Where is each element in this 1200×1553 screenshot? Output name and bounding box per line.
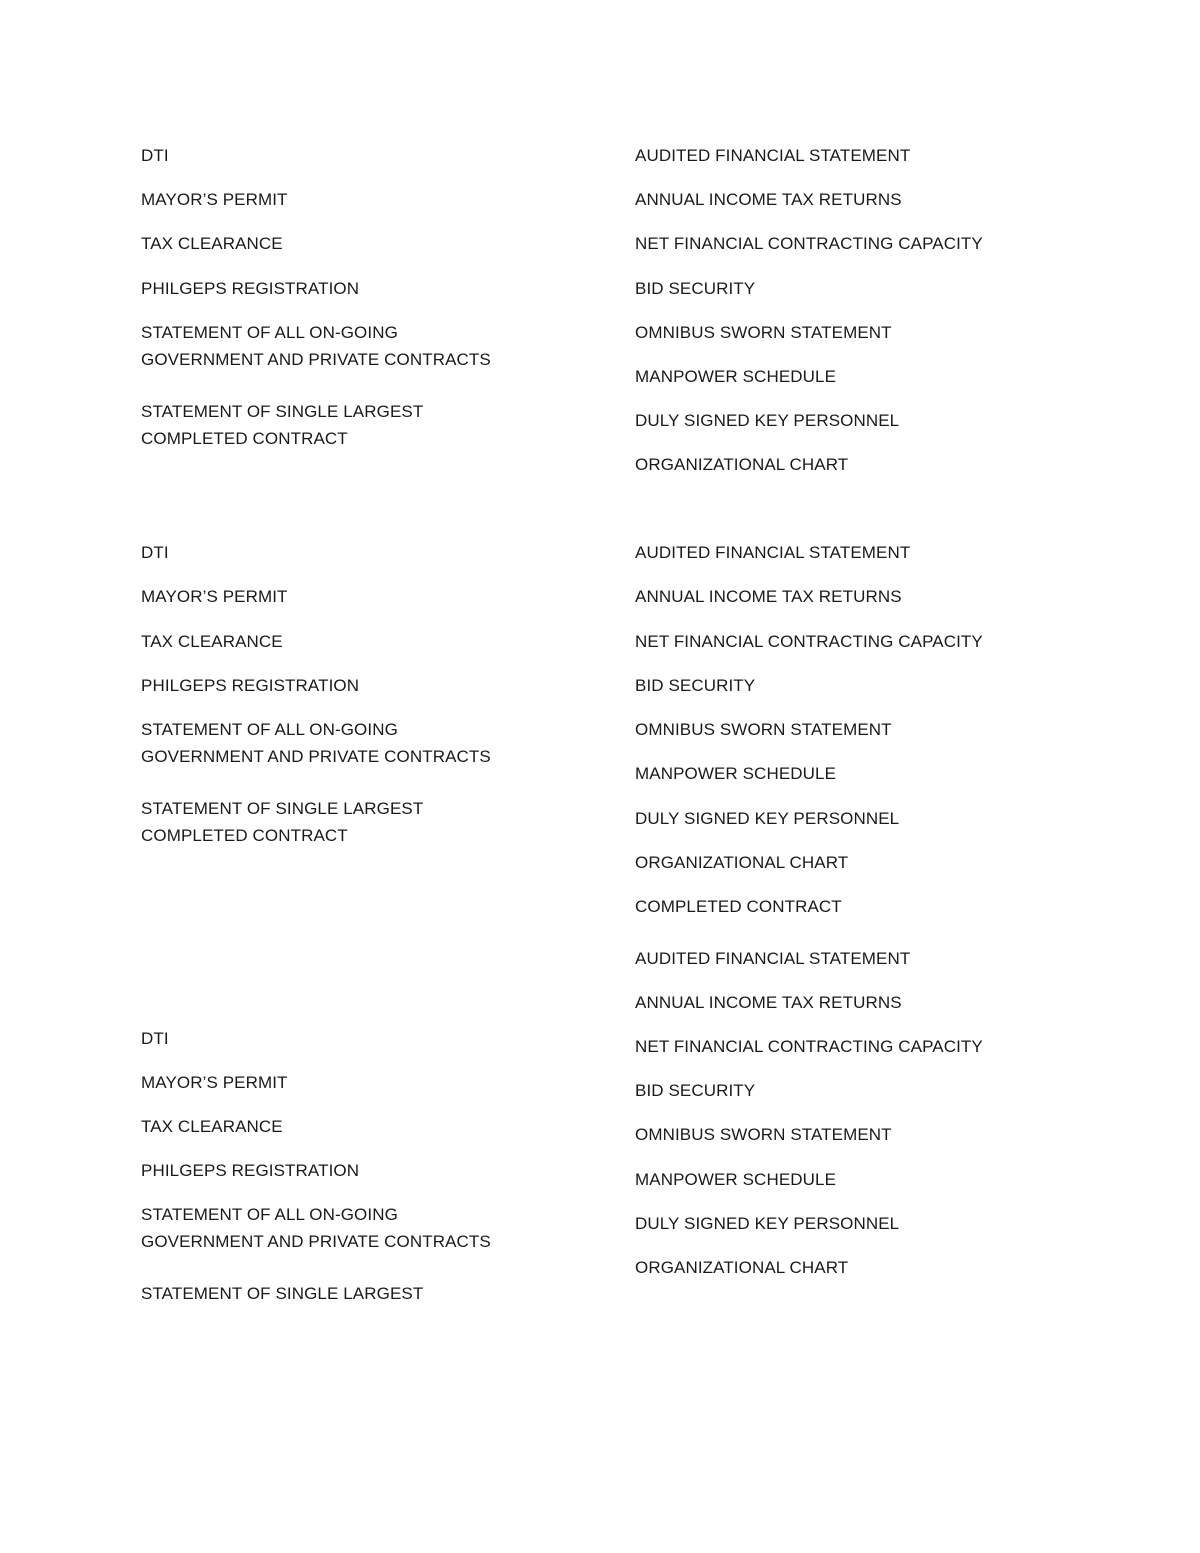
list-item-largest-contract-line1: STATEMENT OF SINGLE LARGEST (141, 1284, 424, 1303)
list-item-dti: DTI (141, 1029, 169, 1048)
list-item-ongoing-contracts-line1: STATEMENT OF ALL ON-GOING (141, 1205, 398, 1224)
list-item-philgeps-registration: PHILGEPS REGISTRATION (141, 676, 360, 695)
list-item-ongoing-contracts-line1: STATEMENT OF ALL ON-GOING (141, 720, 398, 739)
list-item-nfcc: NET FINANCIAL CONTRACTING CAPACITY (635, 234, 983, 253)
list-item-largest-contract-line1: STATEMENT OF SINGLE LARGEST (141, 799, 424, 818)
list-item-organizational-chart: ORGANIZATIONAL CHART (635, 1258, 849, 1277)
list-item-manpower-schedule: MANPOWER SCHEDULE (635, 764, 837, 783)
list-item-dti: DTI (141, 146, 169, 165)
list-item-annual-income-tax-returns: ANNUAL INCOME TAX RETURNS (635, 993, 902, 1012)
list-item-dti: DTI (141, 543, 169, 562)
list-item-audited-financial-statement: AUDITED FINANCIAL STATEMENT (635, 543, 911, 562)
list-item-bid-security: BID SECURITY (635, 1081, 756, 1100)
list-item-philgeps-registration: PHILGEPS REGISTRATION (141, 1161, 360, 1180)
list-item-key-personnel: DULY SIGNED KEY PERSONNEL (635, 1214, 900, 1233)
list-item-bid-security: BID SECURITY (635, 676, 756, 695)
list-item-annual-income-tax-returns: ANNUAL INCOME TAX RETURNS (635, 587, 902, 606)
list-item-ongoing-contracts-line2: GOVERNMENT AND PRIVATE CONTRACTS (141, 350, 491, 369)
list-item-philgeps-registration: PHILGEPS REGISTRATION (141, 279, 360, 298)
list-item-largest-contract-line2: COMPLETED CONTRACT (141, 429, 348, 448)
list-item-bid-security: BID SECURITY (635, 279, 756, 298)
list-item-manpower-schedule: MANPOWER SCHEDULE (635, 1170, 837, 1189)
list-item-tax-clearance: TAX CLEARANCE (141, 1117, 283, 1136)
list-item-audited-financial-statement: AUDITED FINANCIAL STATEMENT (635, 146, 911, 165)
list-item-audited-financial-statement: AUDITED FINANCIAL STATEMENT (635, 949, 911, 968)
list-item-mayors-permit: MAYOR’S PERMIT (141, 190, 288, 209)
list-item-nfcc: NET FINANCIAL CONTRACTING CAPACITY (635, 632, 983, 651)
list-item-ongoing-contracts-line1: STATEMENT OF ALL ON-GOING (141, 323, 398, 342)
list-item-manpower-schedule: MANPOWER SCHEDULE (635, 367, 837, 386)
list-item-omnibus-sworn-statement: OMNIBUS SWORN STATEMENT (635, 323, 892, 342)
list-item-key-personnel: DULY SIGNED KEY PERSONNEL (635, 809, 900, 828)
list-item-mayors-permit: MAYOR’S PERMIT (141, 1073, 288, 1092)
list-item-largest-contract-line2: COMPLETED CONTRACT (141, 826, 348, 845)
list-item-largest-contract-line1: STATEMENT OF SINGLE LARGEST (141, 402, 424, 421)
list-item-omnibus-sworn-statement: OMNIBUS SWORN STATEMENT (635, 720, 892, 739)
list-item-key-personnel: DULY SIGNED KEY PERSONNEL (635, 411, 900, 430)
list-item-organizational-chart: ORGANIZATIONAL CHART (635, 455, 849, 474)
list-item-nfcc: NET FINANCIAL CONTRACTING CAPACITY (635, 1037, 983, 1056)
list-item-omnibus-sworn-statement: OMNIBUS SWORN STATEMENT (635, 1125, 892, 1144)
list-item-ongoing-contracts-line2: GOVERNMENT AND PRIVATE CONTRACTS (141, 747, 491, 766)
list-item-mayors-permit: MAYOR’S PERMIT (141, 587, 288, 606)
list-item-tax-clearance: TAX CLEARANCE (141, 234, 283, 253)
list-item-ongoing-contracts-line2: GOVERNMENT AND PRIVATE CONTRACTS (141, 1232, 491, 1251)
list-item-tax-clearance: TAX CLEARANCE (141, 632, 283, 651)
list-item-annual-income-tax-returns: ANNUAL INCOME TAX RETURNS (635, 190, 902, 209)
list-item-organizational-chart: ORGANIZATIONAL CHART (635, 853, 849, 872)
list-item-completed-contract: COMPLETED CONTRACT (635, 897, 842, 916)
